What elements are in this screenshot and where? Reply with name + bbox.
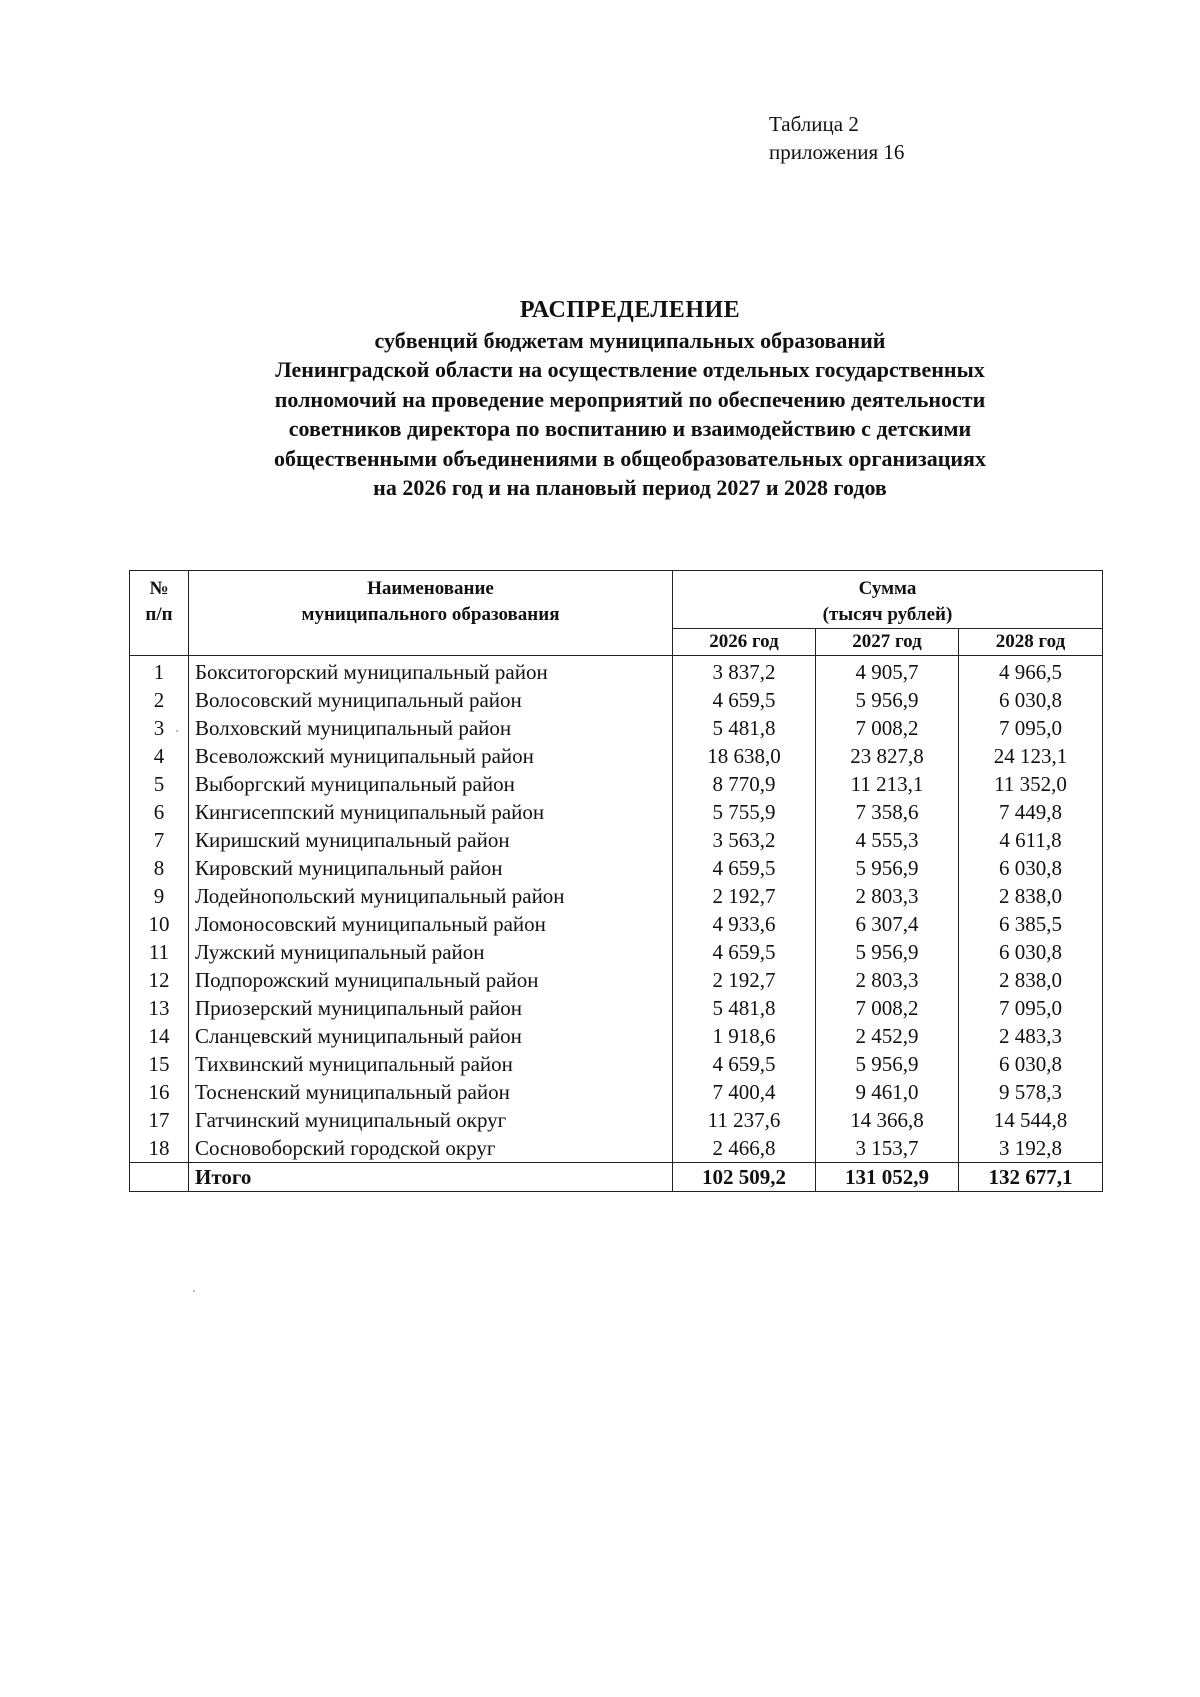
row-number: 6: [130, 798, 189, 826]
table-row: [130, 1050, 1103, 1078]
row-value-2026: 8 770,9: [673, 770, 816, 798]
total-2026: 102 509,2: [673, 1163, 816, 1192]
row-municipality-name: Кировский муниципальный район: [189, 854, 673, 882]
row-municipality-name: Приозерский муниципальный район: [189, 994, 673, 1022]
row-value-2026: 5 755,9: [673, 798, 816, 826]
header-number: [130, 571, 189, 656]
row-value-2028: 2 838,0: [959, 882, 1103, 910]
row-municipality-name: Ломоносовский муниципальный район: [189, 910, 673, 938]
table-row: [130, 910, 1103, 938]
row-value-2027: 2 803,3: [816, 882, 959, 910]
table-row: [130, 686, 1103, 714]
header-sum: [673, 571, 1103, 629]
row-municipality-name: Сланцевский муниципальный район: [189, 1022, 673, 1050]
row-value-2027: 2 452,9: [816, 1022, 959, 1050]
title-line: общественными объединениями в общеобразовательных организациях: [274, 445, 986, 471]
row-value-2026: 2 192,7: [673, 966, 816, 994]
row-value-2028: 14 544,8: [959, 1106, 1103, 1134]
row-value-2027: 3 153,7: [816, 1134, 959, 1163]
title-line: Ленинградской области на осуществление отдельных государственных: [275, 357, 985, 382]
row-number: 4: [130, 742, 189, 770]
row-value-2027: 5 956,9: [816, 854, 959, 882]
header-year-2026: 2026 год: [673, 629, 816, 656]
row-number: 13: [130, 994, 189, 1022]
table-row: [130, 1078, 1103, 1106]
row-municipality-name: Бокситогорский муниципальный район: [189, 656, 673, 687]
row-value-2026: 5 481,8: [673, 714, 816, 742]
table-row: [130, 1106, 1103, 1134]
title-main: РАСПРЕДЕЛЕНИЕ: [519, 297, 741, 323]
row-value-2028: 2 483,3: [959, 1022, 1103, 1050]
table-row: [130, 656, 1103, 687]
total-2027: 131 052,9: [816, 1163, 959, 1192]
row-number: 5: [130, 770, 189, 798]
header-sum-title: Сумма: [858, 578, 917, 599]
header-number-abbr: п/п: [145, 604, 173, 625]
row-value-2027: 5 956,9: [816, 1050, 959, 1078]
row-number: 11: [130, 938, 189, 966]
row-number: 2: [130, 686, 189, 714]
distribution-table: [129, 570, 1103, 1192]
row-value-2027: 9 461,0: [816, 1078, 959, 1106]
table-header: [130, 571, 1103, 656]
row-number: 14: [130, 1022, 189, 1050]
row-value-2026: 3 837,2: [673, 656, 816, 687]
row-value-2027: 5 956,9: [816, 938, 959, 966]
header-year-2028: 2028 год: [959, 629, 1103, 656]
table-row: [130, 966, 1103, 994]
row-value-2026: 18 638,0: [673, 742, 816, 770]
row-value-2027: 4 905,7: [816, 656, 959, 687]
row-value-2027: 14 366,8: [816, 1106, 959, 1134]
table-row: [130, 798, 1103, 826]
row-value-2027: 2 803,3: [816, 966, 959, 994]
row-municipality-name: Лодейнопольский муниципальный район: [189, 882, 673, 910]
row-value-2026: 1 918,6: [673, 1022, 816, 1050]
header-municipality-line2: муниципального образования: [301, 604, 560, 625]
row-municipality-name: Кингисеппский муниципальный район: [189, 798, 673, 826]
row-value-2026: 7 400,4: [673, 1078, 816, 1106]
table-row: [130, 826, 1103, 854]
row-value-2028: 6 030,8: [959, 1050, 1103, 1078]
row-value-2027: 6 307,4: [816, 910, 959, 938]
row-value-2028: 4 611,8: [959, 826, 1103, 854]
row-value-2028: 6 030,8: [959, 938, 1103, 966]
table-row: [130, 938, 1103, 966]
row-value-2027: 7 008,2: [816, 714, 959, 742]
row-value-2028: 6 030,8: [959, 854, 1103, 882]
annex-reference: [769, 110, 904, 166]
row-number: 12: [130, 966, 189, 994]
table-footer: [130, 1163, 1103, 1192]
table-row: [130, 882, 1103, 910]
row-number: 8: [130, 854, 189, 882]
header-number-sign: №: [149, 578, 169, 599]
row-value-2028: 7 449,8: [959, 798, 1103, 826]
title-line: советников директора по воспитанию и взаимодействию с детскими: [288, 416, 972, 441]
row-value-2027: 11 213,1: [816, 770, 959, 798]
row-number: 15: [130, 1050, 189, 1078]
row-number: 17: [130, 1106, 189, 1134]
header-year-2027: 2027 год: [816, 629, 959, 656]
row-number: 9: [130, 882, 189, 910]
total-label: Итого: [189, 1163, 673, 1192]
row-value-2028: 11 352,0: [959, 770, 1103, 798]
header-sum-units: (тысяч рублей): [823, 602, 953, 629]
row-value-2028: 7 095,0: [959, 714, 1103, 742]
table-row: [130, 742, 1103, 770]
row-municipality-name: Волосовский муниципальный район: [189, 686, 673, 714]
row-value-2026: 5 481,8: [673, 994, 816, 1022]
row-value-2026: 4 933,6: [673, 910, 816, 938]
title-line: полномочий на проведение мероприятий по обеспечению деятельности: [274, 386, 986, 412]
row-value-2027: 4 555,3: [816, 826, 959, 854]
scan-speck: [193, 1290, 195, 1292]
table-body: [130, 656, 1103, 1163]
row-municipality-name: Сосновоборский городской округ: [189, 1134, 673, 1163]
header-municipality: [189, 571, 673, 656]
row-municipality-name: Тосненский муниципальный район: [189, 1078, 673, 1106]
header-municipality-line1: Наименование: [367, 578, 494, 599]
row-value-2026: 4 659,5: [673, 1050, 816, 1078]
row-number: 3: [130, 714, 189, 742]
row-municipality-name: Киришский муниципальный район: [189, 826, 673, 854]
row-value-2028: 6 030,8: [959, 686, 1103, 714]
row-value-2027: 23 827,8: [816, 742, 959, 770]
table-row: [130, 854, 1103, 882]
table-row: [130, 1134, 1103, 1163]
table-row: [130, 994, 1103, 1022]
row-number: 16: [130, 1078, 189, 1106]
row-value-2028: 6 385,5: [959, 910, 1103, 938]
row-value-2027: 7 008,2: [816, 994, 959, 1022]
row-number: 10: [130, 910, 189, 938]
table-row: [130, 770, 1103, 798]
row-number: 1: [130, 656, 189, 687]
row-municipality-name: Гатчинский муниципальный округ: [189, 1106, 673, 1134]
row-value-2028: 4 966,5: [959, 656, 1103, 687]
total-number-cell: [130, 1163, 189, 1192]
scan-speck: [176, 730, 178, 732]
row-value-2026: 2 192,7: [673, 882, 816, 910]
row-value-2027: 5 956,9: [816, 686, 959, 714]
row-value-2026: 3 563,2: [673, 826, 816, 854]
row-municipality-name: Лужский муниципальный район: [189, 938, 673, 966]
row-value-2027: 7 358,6: [816, 798, 959, 826]
row-value-2028: 9 578,3: [959, 1078, 1103, 1106]
table-row: [130, 714, 1103, 742]
row-value-2026: 4 659,5: [673, 938, 816, 966]
row-municipality-name: Волховский муниципальный район: [189, 714, 673, 742]
row-value-2026: 4 659,5: [673, 686, 816, 714]
annex-appendix-number: приложения 16: [769, 140, 905, 164]
annex-table-number: Таблица 2: [769, 112, 859, 136]
total-row: [130, 1163, 1103, 1192]
row-number: 7: [130, 826, 189, 854]
row-value-2028: 2 838,0: [959, 966, 1103, 994]
row-municipality-name: Выборгский муниципальный район: [189, 770, 673, 798]
title-line: на 2026 год и на плановый период 2027 и 2028 годов: [373, 475, 887, 500]
row-value-2026: 4 659,5: [673, 854, 816, 882]
row-municipality-name: Тихвинский муниципальный район: [189, 1050, 673, 1078]
row-value-2026: 2 466,8: [673, 1134, 816, 1163]
row-municipality-name: Подпорожский муниципальный район: [189, 966, 673, 994]
document-title: [150, 296, 1110, 503]
table-row: [130, 1022, 1103, 1050]
row-municipality-name: Всеволожский муниципальный район: [189, 742, 673, 770]
row-number: 18: [130, 1134, 189, 1163]
row-value-2028: 24 123,1: [959, 742, 1103, 770]
total-2028: 132 677,1: [959, 1163, 1103, 1192]
row-value-2028: 3 192,8: [959, 1134, 1103, 1163]
title-line: субвенций бюджетам муниципальных образований: [374, 327, 886, 353]
row-value-2026: 11 237,6: [673, 1106, 816, 1134]
row-value-2028: 7 095,0: [959, 994, 1103, 1022]
